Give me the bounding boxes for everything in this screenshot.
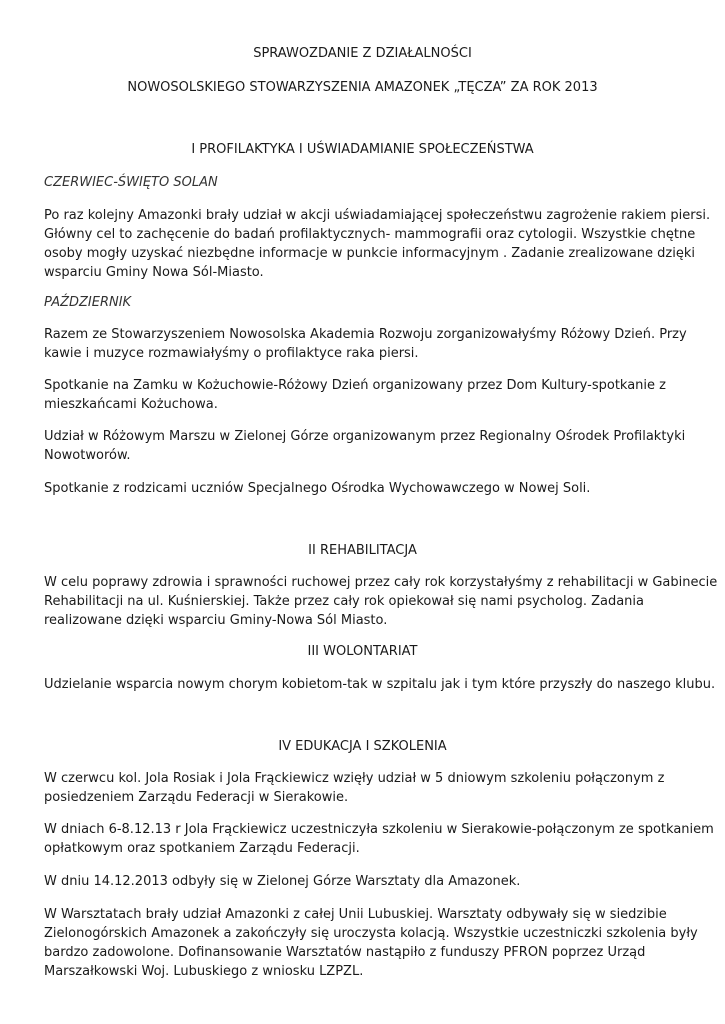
paragraph-line: Nowotworów. [44,448,131,463]
paragraph-line: Spotkanie na Zamku w Kożuchowie-Różowy Dzień organizowany przez Dom Kultury-spotkanie z [44,378,666,393]
paragraph-line: W celu poprawy zdrowia i sprawności ruchowej przez cały rok korzystałyśmy z rehabilitacji w Gabinecie [44,575,718,590]
paragraph-line: mieszkańcami Kożuchowa. [44,397,218,412]
paragraph-line: Główny cel to zachęcenie do badań profilaktycznych- mammografii oraz cytologii. Wszystkie chętne [44,227,696,242]
paragraph-line: Rehabilitacji na ul. Kuśnierskiej. Także przez cały rok opiekował się nami psycholog. Zadania [44,594,644,609]
title-line-1: SPRAWOZDANIE Z DZIAŁALNOŚCI [253,46,472,61]
paragraph-line: Zielonogórskich Amazonek a zakończyły się uroczysta kolacją. Wszystkie uczestniczki szkolenia były [44,926,698,941]
paragraph-line: bardzo zadowolone. Dofinansowanie Warsztatów nastąpiło z funduszy PFRON poprzez Urząd [44,945,646,960]
paragraph-line: Udzielanie wsparcia nowym chorym kobietom-tak w szpitalu jak i tym które przyszły do naszego klubu. [44,677,716,692]
paragraph-line: W Warsztatach brały udział Amazonki z całej Unii Lubuskiej. Warsztaty odbywały się w siedzibie [44,907,667,922]
paragraph-line: Spotkanie z rodzicami uczniów Specjalnego Ośrodka Wychowawczego w Nowej Soli. [44,481,591,496]
paragraph-line: W dniu 14.12.2013 odbyły się w Zielonej Górze Warsztaty dla Amazonek. [44,874,521,889]
paragraph-line: Udział w Różowym Marszu w Zielonej Górze organizowanym przez Regionalny Ośrodek Profilaktyki [44,429,686,444]
paragraph-line: Razem ze Stowarzyszeniem Nowosolska Akademia Rozwoju zorganizowałyśmy Różowy Dzień. Przy [44,327,687,342]
section3-heading: III WOLONTARIAT [307,644,418,659]
section2-heading: II REHABILITACJA [308,543,417,558]
section1-subheading-october: PAŹDZIERNIK [44,295,132,310]
paragraph-line: osoby mogły uzyskać niezbędne informacje w punkcie informacyjnym . Zadanie zrealizowane dzięki [44,246,695,261]
section1-heading: I PROFILAKTYKA I UŚWIADAMIANIE SPOŁECZEŃSTWA [191,142,534,157]
paragraph-line: Po raz kolejny Amazonki brały udział w akcji uświadamiającej społeczeństwu zagrożenie rakiem piersi. [44,208,711,223]
paragraph-line: kawie i muzyce rozmawiałyśmy o profilaktyce raka piersi. [44,346,419,361]
paragraph-line: posiedzeniem Zarządu Federacji w Sierakowie. [44,790,349,805]
section1-subheading-june: CZERWIEC-ŚWIĘTO SOLAN [44,175,218,190]
paragraph-line: W czerwcu kol. Jola Rosiak i Jola Frąckiewicz wzięły udział w 5 dniowym szkoleniu połączonym z [44,771,665,786]
paragraph-line: opłatkowym oraz spotkaniem Zarządu Federacji. [44,841,360,856]
paragraph-line: W dniach 6-8.12.13 r Jola Frąckiewicz uczestniczyła szkoleniu w Sierakowie-połączonym ze spotkaniem [44,822,714,837]
paragraph-line: Marszałkowski Woj. Lubuskiego z wniosku LZPZL. [44,964,364,979]
paragraph-line: realizowane dzięki wsparciu Gminy-Nowa Sól Miasto. [44,613,388,628]
paragraph-line: wsparciu Gminy Nowa Sól-Miasto. [44,265,264,280]
title-line-2: NOWOSOLSKIEGO STOWARZYSZENIA AMAZONEK „TĘCZA” ZA ROK 2013 [127,80,598,95]
section4-heading: IV EDUKACJA I SZKOLENIA [278,739,447,754]
